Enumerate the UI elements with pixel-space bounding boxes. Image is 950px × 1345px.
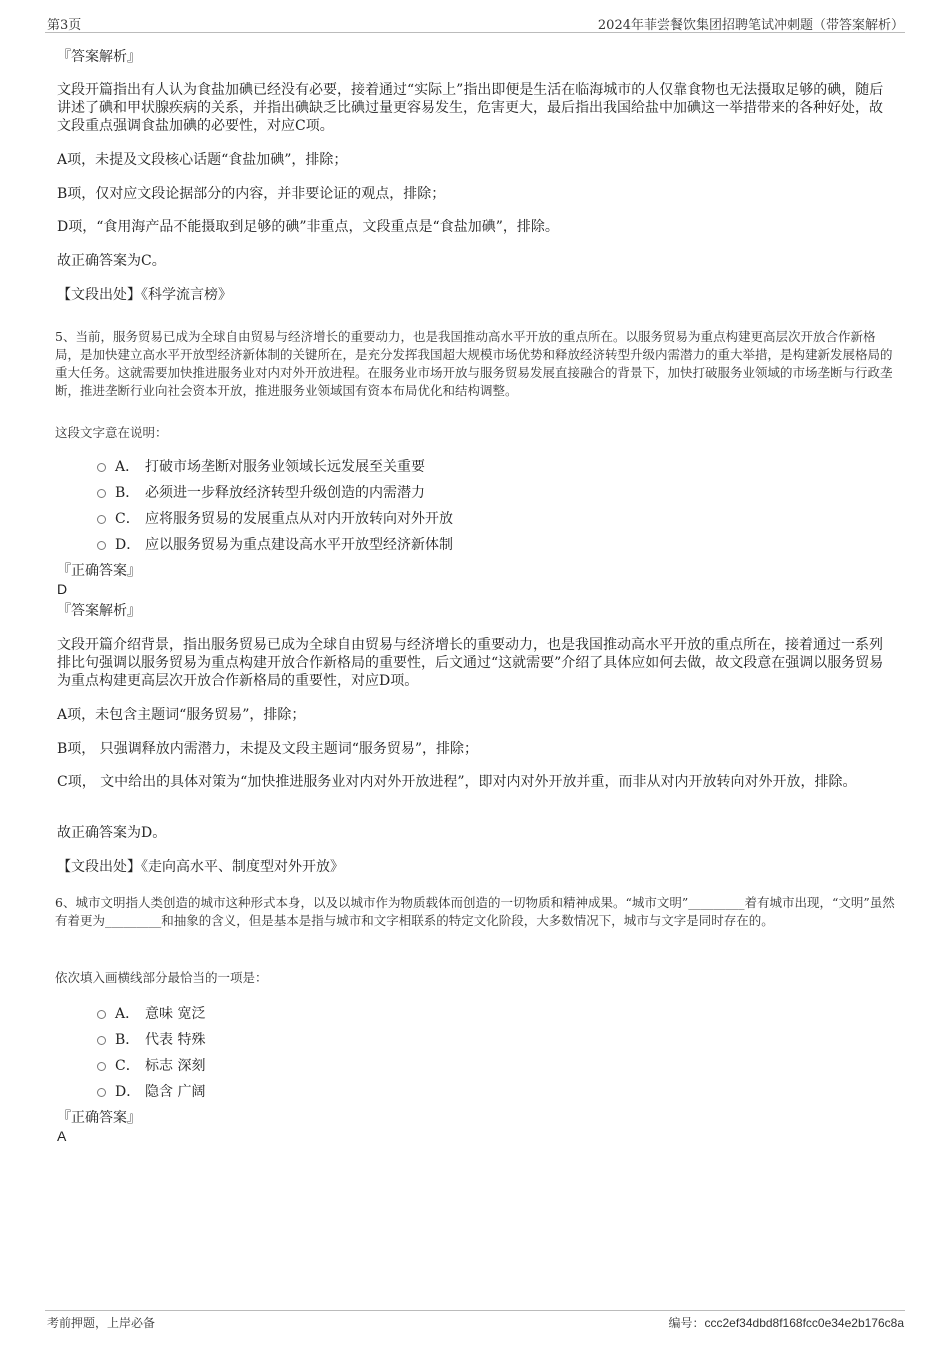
question-5-option-d[interactable] — [97, 534, 453, 554]
analysis-label: 『答案解析』 — [57, 49, 141, 65]
radio-icon[interactable] — [97, 1036, 106, 1045]
question-6-prompt: 依次填入画横线部分最恰当的一项是： — [55, 970, 268, 985]
header-divider — [45, 32, 905, 33]
radio-icon[interactable] — [97, 489, 106, 498]
analysis-conclusion: 故正确答案为C。 — [57, 253, 166, 269]
question-6-option-d[interactable] — [97, 1081, 205, 1101]
analysis-item-b: B项，仅对应文段论据部分的内容，并非要论证的观点，排除； — [57, 186, 446, 202]
radio-icon[interactable] — [97, 1062, 106, 1071]
option-letter: A． — [115, 1006, 140, 1022]
footer-divider — [45, 1310, 905, 1311]
answer-label: 『正确答案』 — [57, 563, 141, 579]
answer-label: 『正确答案』 — [57, 1110, 141, 1126]
option-letter: B． — [115, 1032, 140, 1048]
option-text: 应将服务贸易的发展重点从对内开放转向对外开放 — [145, 511, 453, 527]
analysis-text: 文段开篇介绍背景，指出服务贸易已成为全球自由贸易与经济增长的重要动力，也是我国推动高水平开放的重点所在，接着通过一系列排比句强调以服务贸易为重点构建开放合作新格局的重要性，后文通过“这就需要”介绍了具体应如何去做，故文段意在强调以服务贸易为重点构建更高层次开放合作新格局的重要性，对应D项。 — [57, 637, 884, 689]
question-6-option-b[interactable] — [97, 1029, 205, 1049]
correct-answer: A — [57, 1128, 67, 1144]
option-letter: C． — [115, 511, 140, 527]
analysis-item-a: A项，未包含主题词“服务贸易”，排除； — [57, 707, 306, 723]
question-6-option-a[interactable] — [97, 1003, 205, 1023]
analysis-item-b: B项， 只强调释放内需潜力，未提及文段主题词“服务贸易”，排除； — [57, 741, 479, 757]
option-text: 隐含 广阔 — [145, 1084, 206, 1100]
option-text: 必须进一步释放经济转型升级创造的内需潜力 — [145, 485, 425, 501]
analysis-item-a: A项，未提及文段核心话题“食盐加碘”，排除； — [57, 152, 348, 168]
correct-answer: D — [57, 581, 68, 597]
option-letter: B． — [115, 485, 140, 501]
question-5-prompt: 这段文字意在说明： — [55, 425, 168, 440]
radio-icon[interactable] — [97, 1088, 106, 1097]
footer-slogan: 考前押题，上岸必备 — [47, 1316, 156, 1330]
option-letter: C． — [115, 1058, 140, 1074]
code-value: ccc2ef34dbd8f168fcc0e34e2b176c8a — [704, 1316, 904, 1330]
analysis-label: 『答案解析』 — [57, 603, 141, 619]
radio-icon[interactable] — [97, 463, 106, 472]
option-letter: A． — [115, 459, 140, 475]
radio-icon[interactable] — [97, 1010, 106, 1019]
option-text: 打破市场垄断对服务业领域长远发展至关重要 — [145, 459, 425, 475]
document-code — [668, 1314, 904, 1331]
question-5-option-b[interactable] — [97, 482, 425, 502]
code-label: 编号： — [668, 1316, 705, 1330]
analysis-conclusion: 故正确答案为D。 — [57, 825, 167, 841]
option-text: 应以服务贸易为重点建设高水平开放型经济新体制 — [145, 537, 453, 553]
analysis-text: 文段开篇指出有人认为食盐加碘已经没有必要，接着通过“实际上”指出即便是生活在临海城市的人仅靠食物也无法摄取足够的碘，随后讲述了碘和甲状腺疾病的关系，并指出碘缺乏比碘过量更容易发生，危害更大，最后指出我国给盐中加碘这一举措带来的各种好处，故文段重点强调食盐加碘的必要性，对应C项。 — [57, 82, 884, 134]
radio-icon[interactable] — [97, 515, 106, 524]
option-letter: D． — [115, 1084, 141, 1100]
question-5-text: 5、当前，服务贸易已成为全球自由贸易与经济增长的重要动力，也是我国推动高水平开放的重点所在。以服务贸易为重点构建更高层次开放合作新格局，是加快建立高水平开放型经济新体制的关键所在，是充分发挥我国超大规模市场优势和释放经济转型升级内需潜力的重大举措，是构建新发展格局的重大任务。这就需要加快推进服务业对内对外开放进程。在服务业市场开放与服务贸易发展直接融合的背景下，加快打破服务业领域的市场垄断与行政垄断，推进垄断行业向社会资本开放，推进服务业领域国有资本布局优化和结构调整。 — [55, 329, 893, 398]
question-5-option-a[interactable] — [97, 456, 425, 476]
question-6-option-c[interactable] — [97, 1055, 205, 1075]
option-letter: D． — [115, 537, 141, 553]
option-text: 意味 宽泛 — [145, 1006, 206, 1022]
document-title: 2024年菲尝餐饮集团招聘笔试冲刺题（带答案解析） — [597, 18, 904, 33]
question-5-option-c[interactable] — [97, 508, 453, 528]
question-6-text: 6、城市文明指人类创造的城市这种形式本身，以及以城市作为物质载体而创造的一切物质和精神成果。“城市文明”_________着有城市出现，“文明”虽然有着更为_________和抽象的含义，但是基本是指与城市和文字相联系的特定文化阶段，大多数情况下，城市与文字是同时存在的。 — [55, 895, 895, 928]
option-text: 标志 深刻 — [145, 1058, 206, 1074]
option-text: 代表 特殊 — [145, 1032, 206, 1048]
source-citation: 【文段出处】《走向高水平、制度型对外开放》 — [57, 859, 344, 875]
analysis-item-c: C项， 文中给出的具体对策为“加快推进服务业对内对外开放进程”，即对内对外开放并重，而非从对内开放转向对外开放，排除。 — [57, 774, 857, 790]
source-citation: 【文段出处】《科学流言榜》 — [57, 287, 232, 303]
analysis-item-d: D项，“食用海产品不能摄取到足够的碘”非重点，文段重点是“食盐加碘”，排除。 — [57, 219, 559, 235]
radio-icon[interactable] — [97, 541, 106, 550]
page-number: 第3页 — [47, 18, 82, 33]
